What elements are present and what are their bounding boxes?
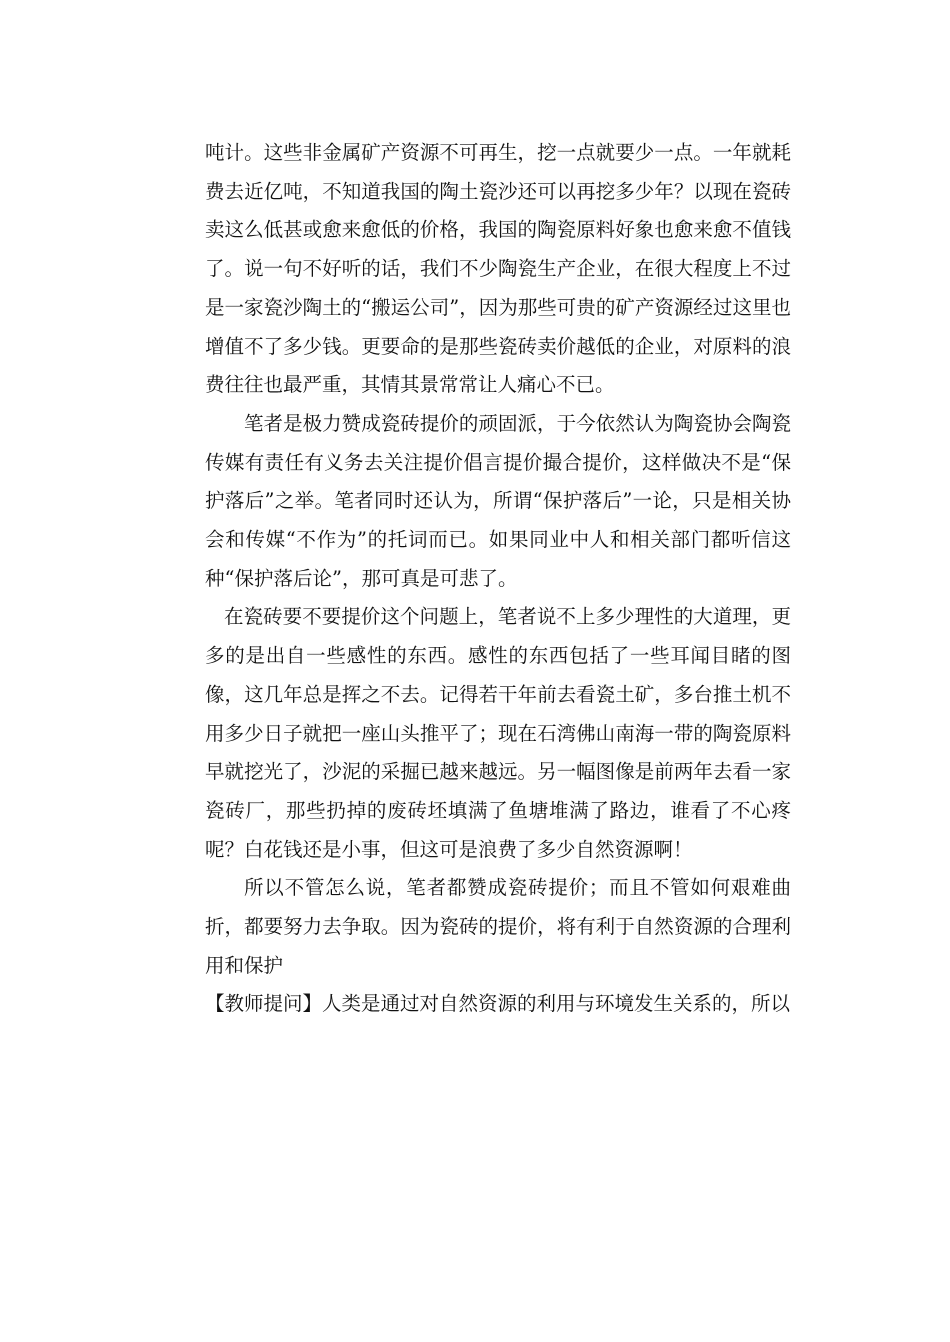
- paragraph-5: 【教师提问】人类是通过对自然资源的利用与环境发生关系的，所以: [205, 992, 791, 1016]
- paragraph-3: 在瓷砖要不要提价这个问题上，笔者说不上多少理性的大道理，更多的是出自一些感性的东西。感性的东西包括了一些耳闻目睹的图像，这几年总是挥之不去。记得若干年前去看瓷土矿，多台推土机不用多少日子就把一座山头推平了；现在石湾佛山南海一带的陶瓷原料早就挖光了，沙泥的采掘已越来越远。另一幅图像是前两年去看一家瓷砖厂，那些扔掉的废砖坯填满了鱼塘堆满了路边，谁看了不心疼呢？白花钱还是小事，但这可是浪费了多少自然资源啊！: [205, 605, 791, 861]
- paragraph-1: 吨计。这些非金属矿产资源不可再生，挖一点就要少一点。一年就耗费去近亿吨，不知道我国的陶土瓷沙还可以再挖多少年？以现在瓷砖卖这么低甚或愈来愈低的价格，我国的陶瓷原料好象也愈来愈不值钱了。说一句不好听的话，我们不少陶瓷生产企业，在很大程度上不过是一家瓷沙陶土的“搬运公司”，因为那些可贵的矿产资源经过这里也增值不了多少钱。更要命的是那些瓷砖卖价越低的企业，对原料的浪费往往也最严重，其情其景常常让人痛心不已。: [205, 141, 791, 397]
- paragraph-4: 所以不管怎么说，笔者都赞成瓷砖提价；而且不管如何艰难曲折，都要努力去争取。因为瓷砖的提价，将有利于自然资源的合理利用和保护: [205, 876, 791, 977]
- document-body: [205, 134, 791, 1024]
- paragraph-2: 笔者是极力赞成瓷砖提价的顽固派，于今依然认为陶瓷协会陶瓷传媒有责任有义务去关注提价倡言提价撮合提价，这样做决不是“保护落后”之举。笔者同时还认为，所谓“保护落后”一论，只是相关协会和传媒“不作为”的托词而已。如果同业中人和相关部门都听信这种“保护落后论”，那可真是可悲了。: [205, 411, 791, 590]
